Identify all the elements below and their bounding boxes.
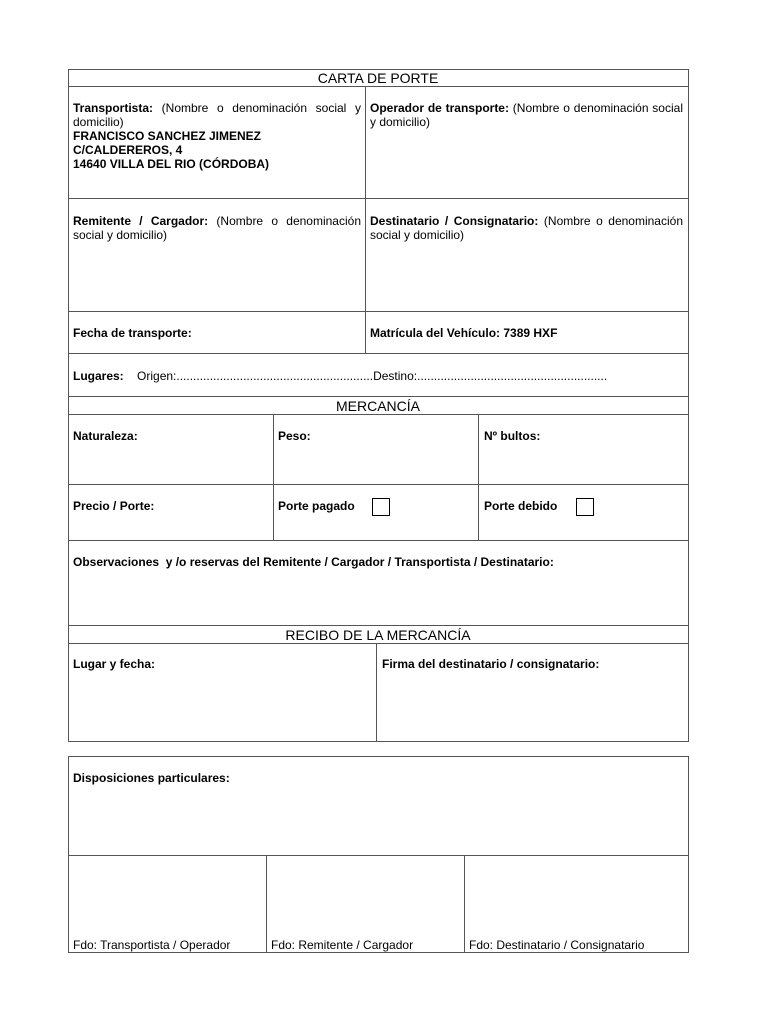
porte-debido-label: Porte debido [484, 499, 558, 513]
porte-pagado-label: Porte pagado [278, 499, 355, 513]
divider [365, 86, 366, 354]
divider [273, 414, 274, 541]
divider [68, 484, 688, 485]
divider [464, 855, 465, 952]
operador-field[interactable] [370, 101, 683, 129]
recibo-title: RECIBO DE LA MERCANCÍA [285, 627, 471, 643]
origen-field: Origen:........................................................... [137, 369, 374, 383]
lugares-label: Lugares: [73, 369, 124, 383]
divider [68, 540, 688, 541]
remitente-label: Remitente / Cargador: [73, 214, 209, 228]
naturaleza-field[interactable]: Naturaleza: [73, 429, 138, 443]
transportista-field[interactable] [73, 101, 361, 171]
remitente-field[interactable] [73, 214, 361, 242]
peso-field[interactable]: Peso: [278, 429, 311, 443]
divider [68, 311, 688, 312]
firma-destinatario-field[interactable]: Firma del destinatario / consignatario: [382, 657, 600, 671]
divider [68, 353, 688, 354]
remitente-hint: (Nombre o denominación social y domicilio) [73, 214, 361, 242]
divider [68, 198, 688, 199]
transportista-hint: (Nombre o denominación social y domicilio) [73, 101, 361, 129]
mercancia-title: MERCANCÍA [335, 398, 420, 414]
operador-label: Operador de transporte: [370, 101, 509, 115]
divider [478, 414, 479, 541]
observaciones-field[interactable]: Observaciones y /o reservas del Remitente / Cargador / Transportista / Destinatario: [73, 555, 554, 569]
divider [68, 396, 688, 397]
firma-transportista-field[interactable]: Fdo: Transportista / Operador [73, 938, 231, 952]
divider [68, 643, 688, 644]
porte-debido-checkbox[interactable] [576, 498, 594, 516]
fecha-transporte-field[interactable]: Fecha de transporte: [73, 326, 192, 340]
divider [68, 625, 688, 626]
precio-porte-field[interactable]: Precio / Porte: [73, 499, 155, 513]
firma-remitente-field[interactable]: Fdo: Remitente / Cargador [271, 938, 414, 952]
operador-hint: (Nombre o denominación social y domicilio) [370, 101, 683, 129]
bultos-field[interactable]: Nº bultos: [484, 429, 541, 443]
divider [68, 855, 688, 856]
porte-pagado-checkbox[interactable] [372, 498, 390, 516]
lugares-field[interactable] [73, 369, 607, 383]
page-title: CARTA DE PORTE [317, 70, 439, 86]
divider [68, 86, 688, 87]
transportista-name: FRANCISCO SANCHEZ JIMENEZ [73, 129, 262, 143]
transportista-street: C/CALDEREROS, 4 [73, 143, 183, 157]
firma-destinatario-box[interactable]: Fdo: Destinatario / Consignatario [469, 938, 645, 952]
destinatario-field[interactable] [370, 214, 683, 242]
transportista-city: 14640 VILLA DEL RIO (CÓRDOBA) [73, 157, 270, 171]
disposiciones-field[interactable]: Disposiciones particulares: [73, 771, 230, 785]
destinatario-hint: (Nombre o denominación social y domicilio) [370, 214, 683, 242]
matricula-field[interactable]: Matrícula del Vehículo: 7389 HXF [370, 326, 558, 340]
lugar-fecha-field[interactable]: Lugar y fecha: [73, 657, 156, 671]
destinatario-label: Destinatario / Consignatario: [370, 214, 539, 228]
divider [68, 414, 688, 415]
transportista-label: Transportista: [73, 101, 154, 115]
divider [376, 643, 377, 742]
destino-field: Destino:......................................................... [373, 369, 608, 383]
divider [266, 855, 267, 952]
